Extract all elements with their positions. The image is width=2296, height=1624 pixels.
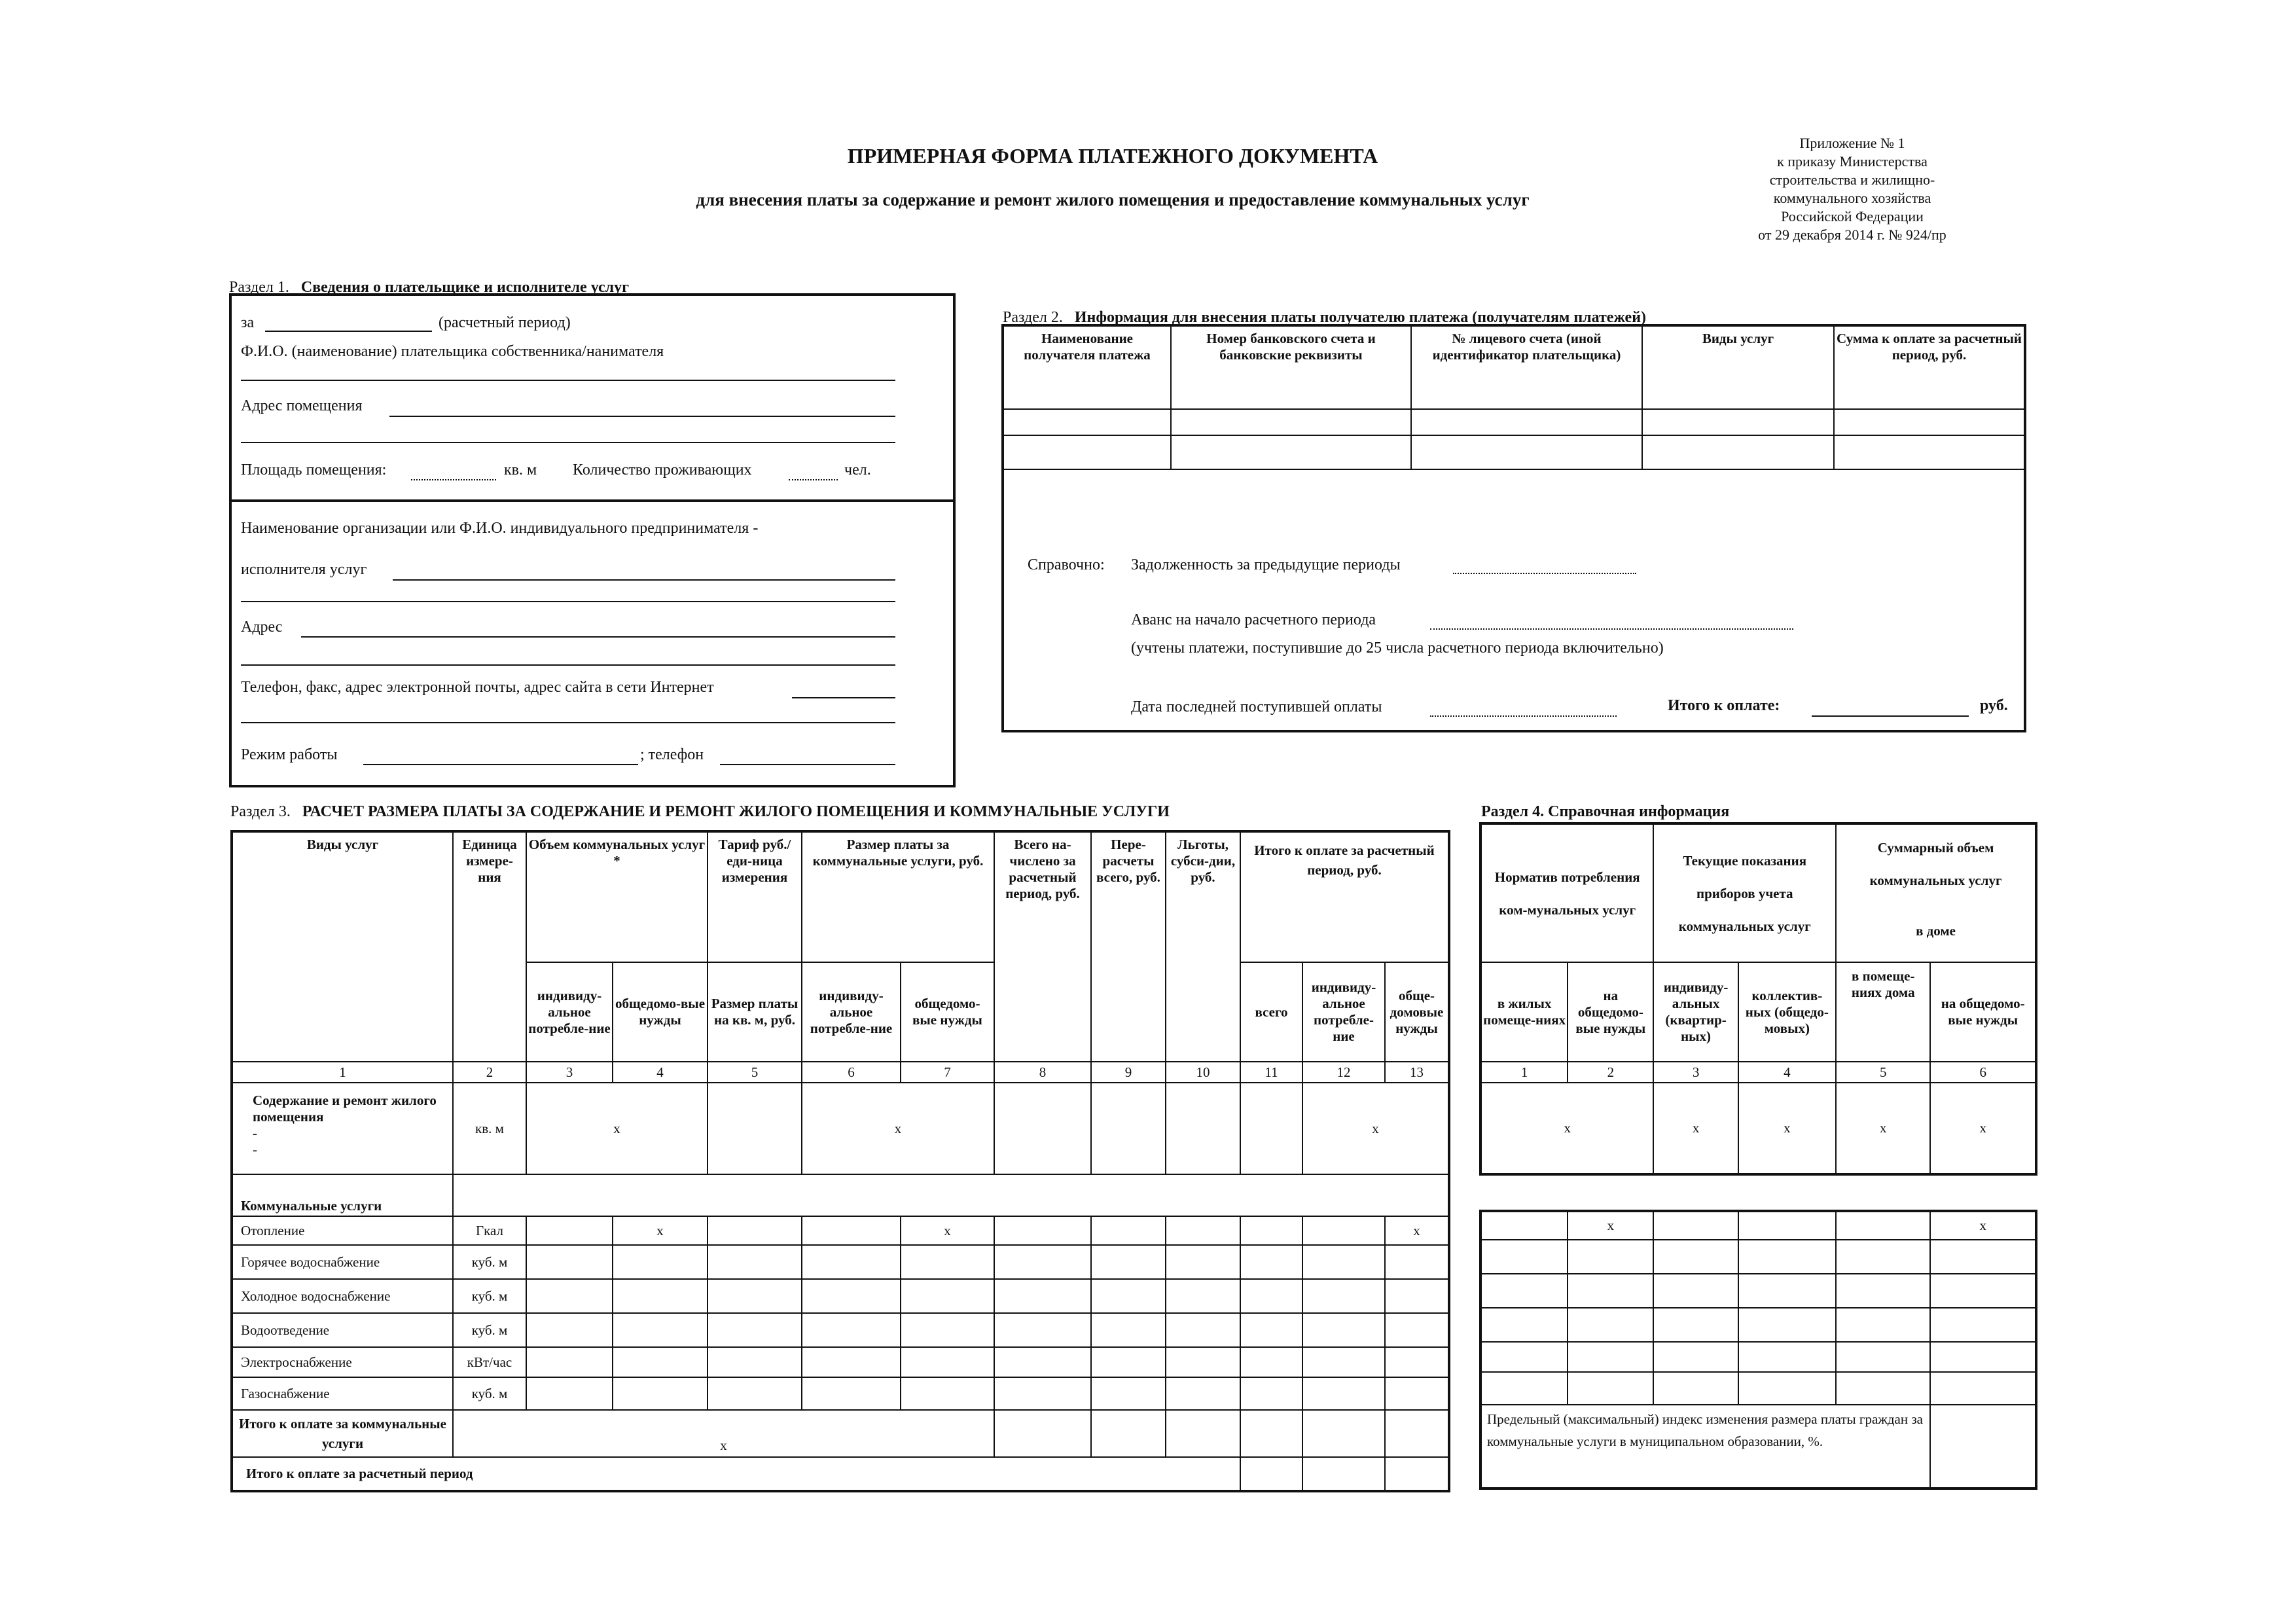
x-mark: x bbox=[1836, 1083, 1930, 1174]
table-cell[interactable] bbox=[1738, 1211, 1836, 1240]
area-field[interactable] bbox=[411, 479, 496, 480]
table-cell[interactable] bbox=[1568, 1274, 1653, 1308]
benefits-col-header: Льготы, субси-дии, руб. bbox=[1166, 831, 1240, 1062]
col-num: 4 bbox=[613, 1062, 708, 1083]
col-num: 7 bbox=[901, 1062, 994, 1083]
all-header: всего bbox=[1240, 962, 1302, 1062]
table-cell[interactable] bbox=[1091, 1216, 1166, 1245]
table-cell[interactable] bbox=[708, 1083, 802, 1174]
maintenance-text: Содержание и ремонт жилого помещения bbox=[253, 1092, 437, 1125]
last-payment-field[interactable] bbox=[1430, 715, 1617, 717]
appendix-line: коммунального хозяйства bbox=[1773, 190, 1931, 206]
service-unit: куб. м bbox=[453, 1377, 526, 1410]
section3-heading bbox=[230, 802, 1170, 821]
x-mark: x bbox=[1738, 1083, 1836, 1174]
col-num: 8 bbox=[994, 1062, 1091, 1083]
table-cell[interactable] bbox=[1568, 1308, 1653, 1342]
size-col-header: Размер платы за коммунальные услуги, руб. bbox=[802, 831, 994, 962]
rooms-header: в помеще-ниях дома bbox=[1836, 962, 1930, 1062]
section4-title: Раздел 4. Справочная информация bbox=[1481, 803, 1730, 820]
table-cell[interactable] bbox=[526, 1245, 613, 1279]
col-num: 12 bbox=[1302, 1062, 1385, 1083]
table-cell[interactable] bbox=[1091, 1083, 1166, 1174]
table-cell[interactable] bbox=[526, 1313, 613, 1347]
section3-title: РАСЧЕТ РАЗМЕРА ПЛАТЫ ЗА СОДЕРЖАНИЕ И РЕМОНТ ЖИЛОГО ПОМЕЩЕНИЯ И КОММУНАЛЬНЫЕ УСЛУГИ bbox=[302, 803, 1170, 820]
hours-label: Режим работы bbox=[241, 746, 338, 763]
table-cell[interactable] bbox=[1568, 1372, 1653, 1405]
coll-header: коллектив-ных (общедо-мовых) bbox=[1738, 962, 1836, 1062]
col-num: 3 bbox=[526, 1062, 613, 1083]
table-cell[interactable] bbox=[1166, 1377, 1240, 1410]
executor-label-1: Наименование организации или Ф.И.О. индивидуального предпринимателя - bbox=[241, 520, 759, 537]
maintenance-row bbox=[232, 1083, 1449, 1174]
table-cell[interactable] bbox=[1091, 1245, 1166, 1279]
table-cell[interactable] bbox=[1653, 1240, 1738, 1274]
recipient-header: Наименование получателя платежа bbox=[1003, 325, 1171, 409]
service-name: Холодное водоснабжение bbox=[232, 1279, 453, 1313]
table-cell[interactable] bbox=[708, 1347, 802, 1377]
maintenance-unit: кв. м bbox=[453, 1083, 526, 1174]
area-label: Площадь помещения: bbox=[241, 461, 387, 478]
odn-header: на общедомо-вые нужды bbox=[1568, 962, 1653, 1062]
table-cell[interactable] bbox=[1836, 1211, 1930, 1240]
gas-row bbox=[232, 1377, 1449, 1410]
accrued-col-header: Всего на-числено за расчетный период, руб. bbox=[994, 831, 1091, 1062]
table-cell[interactable] bbox=[526, 1279, 613, 1313]
table-cell[interactable] bbox=[1385, 1347, 1449, 1377]
table-cell[interactable] bbox=[1836, 1308, 1930, 1342]
table-cell[interactable] bbox=[1385, 1457, 1449, 1491]
table-cell[interactable] bbox=[1653, 1372, 1738, 1405]
dash: - bbox=[253, 1142, 257, 1157]
table-cell[interactable] bbox=[1302, 1313, 1385, 1347]
document-title: ПРИМЕРНАЯ ФОРМА ПЛАТЕЖНОГО ДОКУМЕНТА bbox=[847, 144, 1378, 168]
section1-box bbox=[229, 293, 956, 787]
table-cell[interactable] bbox=[994, 1377, 1091, 1410]
table-cell[interactable] bbox=[1091, 1279, 1166, 1313]
price-index-value[interactable] bbox=[1930, 1405, 2036, 1489]
appendix-note bbox=[1715, 134, 1990, 244]
table-cell[interactable] bbox=[1240, 1313, 1302, 1347]
table-cell[interactable] bbox=[613, 1347, 708, 1377]
table-cell[interactable] bbox=[1834, 409, 2025, 435]
table-cell[interactable] bbox=[1480, 1372, 1568, 1405]
document-subtitle: для внесения платы за содержание и ремонт жилого помещения и предоставление коммунальных услуг bbox=[696, 190, 1530, 209]
x-mark: x bbox=[1385, 1216, 1449, 1245]
address-field-2[interactable] bbox=[241, 442, 895, 443]
appendix-line: к приказу Министерства bbox=[1777, 153, 1928, 170]
table-cell[interactable] bbox=[1642, 409, 1834, 435]
tariff-col-header: Тариф руб./еди-ница измерения bbox=[708, 831, 802, 962]
table-cell[interactable] bbox=[1836, 1274, 1930, 1308]
section1-prefix: Раздел 1. bbox=[229, 279, 289, 296]
table-cell[interactable] bbox=[1385, 1313, 1449, 1347]
services-header: Виды услуг bbox=[1642, 325, 1834, 409]
utilities-total-label: Итого к оплате за коммунальные услуги bbox=[232, 1410, 453, 1457]
table-cell[interactable] bbox=[1480, 1308, 1568, 1342]
table-cell[interactable] bbox=[1480, 1274, 1568, 1308]
x-mark: x bbox=[901, 1216, 994, 1245]
section2-prefix: Раздел 2. bbox=[1003, 309, 1063, 326]
table-cell[interactable] bbox=[994, 1083, 1091, 1174]
section1-title: Сведения о плательщике и исполнителе услуг bbox=[300, 279, 629, 296]
table-cell[interactable] bbox=[901, 1279, 994, 1313]
table-cell[interactable] bbox=[994, 1313, 1091, 1347]
debt-field[interactable] bbox=[1453, 573, 1636, 574]
table-cell[interactable] bbox=[1385, 1279, 1449, 1313]
table-cell[interactable] bbox=[1930, 1274, 2036, 1308]
col-num: 1 bbox=[232, 1062, 453, 1083]
utilities-label: Коммунальные услуги bbox=[232, 1174, 453, 1216]
residents-label: Количество проживающих bbox=[573, 461, 752, 478]
ind-size-header: индивиду-альное потребле-ние bbox=[802, 962, 901, 1062]
table-cell[interactable] bbox=[1302, 1347, 1385, 1377]
col-num: 5 bbox=[1836, 1062, 1930, 1083]
period-field[interactable] bbox=[265, 331, 432, 332]
table-cell[interactable] bbox=[1738, 1240, 1836, 1274]
table-cell[interactable] bbox=[526, 1377, 613, 1410]
section4-table-top bbox=[1479, 822, 2037, 1176]
x-mark: x bbox=[613, 1216, 708, 1245]
address-field[interactable] bbox=[389, 416, 895, 417]
table-cell[interactable] bbox=[901, 1347, 994, 1377]
x-mark: x bbox=[453, 1410, 994, 1457]
topay-col-header bbox=[1240, 831, 1449, 962]
odn-topay-header: обще-домовые нужды bbox=[1385, 962, 1449, 1062]
table-cell[interactable] bbox=[1240, 1347, 1302, 1377]
table-cell[interactable] bbox=[802, 1279, 901, 1313]
total-to-pay-field[interactable] bbox=[1812, 715, 1969, 717]
executor-label-2: исполнителя услуг bbox=[241, 561, 367, 578]
bank-account-header: Номер банковского счета и банковские реквизиты bbox=[1171, 325, 1411, 409]
table-cell[interactable] bbox=[1171, 435, 1411, 469]
x-mark: x bbox=[1302, 1083, 1449, 1174]
advance-field[interactable] bbox=[1430, 628, 1793, 630]
reference-area bbox=[1003, 469, 2025, 731]
table-cell[interactable] bbox=[708, 1313, 802, 1347]
table-cell[interactable] bbox=[1653, 1274, 1738, 1308]
unit-col-header: Единица измере-ния bbox=[453, 831, 526, 1062]
total-to-pay-label: Итого к оплате: bbox=[1668, 697, 1780, 714]
table-cell[interactable] bbox=[994, 1279, 1091, 1313]
table-cell[interactable] bbox=[1302, 1279, 1385, 1313]
odn-size-header: общедомо-вые нужды bbox=[901, 962, 994, 1062]
col-num: 13 bbox=[1385, 1062, 1449, 1083]
col-num: 9 bbox=[1091, 1062, 1166, 1083]
table-cell[interactable] bbox=[1166, 1083, 1240, 1174]
table-cell[interactable] bbox=[1302, 1410, 1385, 1457]
table-cell[interactable] bbox=[1240, 1377, 1302, 1410]
table-cell[interactable] bbox=[1642, 435, 1834, 469]
cold-water-row bbox=[232, 1279, 1449, 1313]
table-cell[interactable] bbox=[802, 1313, 901, 1347]
service-unit: Гкал bbox=[453, 1216, 526, 1245]
size-per-m-header: Размер платы на кв. м, руб. bbox=[708, 962, 802, 1062]
contacts-label: Телефон, факс, адрес электронной почты, адрес сайта в сети Интернет bbox=[241, 679, 714, 696]
table-cell[interactable] bbox=[1836, 1372, 1930, 1405]
col-num: 6 bbox=[802, 1062, 901, 1083]
table-cell[interactable] bbox=[1385, 1245, 1449, 1279]
table-cell[interactable] bbox=[1302, 1216, 1385, 1245]
table-cell[interactable] bbox=[1240, 1216, 1302, 1245]
debt-label: Задолженность за предыдущие периоды bbox=[1131, 556, 1401, 573]
advance-label: Аванс на начало расчетного периода bbox=[1131, 611, 1376, 628]
odn-col-header: общедомо-вые нужды bbox=[613, 962, 708, 1062]
table-cell[interactable] bbox=[1738, 1342, 1836, 1372]
volume-col-header: Объем коммунальных услуг * bbox=[526, 831, 708, 962]
electricity-row bbox=[232, 1347, 1449, 1377]
table-cell[interactable] bbox=[1411, 435, 1642, 469]
payer-name-field[interactable] bbox=[241, 380, 895, 381]
maintenance-label bbox=[232, 1083, 453, 1174]
residents-unit: чел. bbox=[844, 461, 871, 478]
table-cell[interactable] bbox=[1568, 1240, 1653, 1274]
table-cell[interactable] bbox=[708, 1377, 802, 1410]
table-cell[interactable] bbox=[1302, 1245, 1385, 1279]
heating-row bbox=[232, 1216, 1449, 1245]
table-cell[interactable] bbox=[1653, 1342, 1738, 1372]
table-cell[interactable] bbox=[1930, 1342, 2036, 1372]
personal-account-header: № лицевого счета (иной идентификатор плательщика) bbox=[1411, 325, 1642, 409]
period-total-label: Итого к оплате за расчетный период bbox=[232, 1457, 1240, 1491]
executor-address-label: Адрес bbox=[241, 619, 283, 636]
topay-title: Итого к оплате за расчетный период, руб. bbox=[1254, 842, 1435, 878]
service-name: Газоснабжение bbox=[232, 1377, 453, 1410]
table-cell[interactable] bbox=[1166, 1313, 1240, 1347]
table-cell[interactable] bbox=[901, 1377, 994, 1410]
table-cell[interactable] bbox=[994, 1216, 1091, 1245]
living-header: в жилых помеще-ниях bbox=[1480, 962, 1568, 1062]
x-mark: x bbox=[1930, 1211, 2036, 1240]
table-cell[interactable] bbox=[1738, 1308, 1836, 1342]
table-cell[interactable] bbox=[994, 1410, 1091, 1457]
table-cell[interactable] bbox=[1003, 409, 1171, 435]
section1-divider bbox=[229, 499, 956, 502]
service-unit: куб. м bbox=[453, 1279, 526, 1313]
x-mark: x bbox=[526, 1083, 708, 1174]
table-cell[interactable] bbox=[802, 1347, 901, 1377]
table-cell[interactable] bbox=[1166, 1279, 1240, 1313]
contacts-field[interactable] bbox=[792, 697, 895, 698]
table-cell[interactable] bbox=[1240, 1410, 1302, 1457]
ind-col-header: индивиду-альное потребле-ние bbox=[526, 962, 613, 1062]
section2-title: Информация для внесения платы получателю платежа (получателям платежей) bbox=[1074, 309, 1647, 326]
contacts-field-2[interactable] bbox=[241, 722, 895, 723]
area-unit: кв. м bbox=[504, 461, 537, 478]
table-cell[interactable] bbox=[1480, 1240, 1568, 1274]
table-cell[interactable] bbox=[1653, 1211, 1738, 1240]
service-unit: куб. м bbox=[453, 1245, 526, 1279]
last-payment-label: Дата последней поступившей оплаты bbox=[1131, 698, 1382, 715]
col-num: 3 bbox=[1653, 1062, 1738, 1083]
table-cell[interactable] bbox=[708, 1279, 802, 1313]
table-cell[interactable] bbox=[1930, 1240, 2036, 1274]
ind-topay-header: индивиду-альное потребле-ние bbox=[1302, 962, 1385, 1062]
appendix-line: Российской Федерации bbox=[1781, 208, 1924, 225]
table-cell[interactable] bbox=[1240, 1083, 1302, 1174]
hot-water-row bbox=[232, 1245, 1449, 1279]
col-num: 5 bbox=[708, 1062, 802, 1083]
table-cell[interactable] bbox=[802, 1245, 901, 1279]
section3-prefix: Раздел 3. bbox=[230, 803, 291, 820]
period-label: (расчетный период) bbox=[439, 314, 571, 331]
col-num: 10 bbox=[1166, 1062, 1240, 1083]
payer-name-label: Ф.И.О. (наименование) плательщика собственника/нанимателя bbox=[241, 343, 664, 360]
table-cell[interactable] bbox=[994, 1347, 1091, 1377]
table-cell[interactable] bbox=[1003, 435, 1171, 469]
reference-label: Справочно: bbox=[1028, 556, 1105, 573]
phone-label: ; телефон bbox=[640, 746, 704, 763]
sum-volume-header bbox=[1836, 823, 2036, 962]
residents-field[interactable] bbox=[789, 479, 838, 480]
table-cell[interactable] bbox=[613, 1245, 708, 1279]
service-name: Горячее водоснабжение bbox=[232, 1245, 453, 1279]
sum-volume-title: Суммарный объем коммунальных услуг bbox=[1869, 840, 2002, 888]
executor-field-2[interactable] bbox=[241, 601, 895, 602]
table-cell[interactable] bbox=[1480, 1342, 1568, 1372]
table-cell[interactable] bbox=[526, 1216, 613, 1245]
table-cell[interactable] bbox=[613, 1313, 708, 1347]
table-cell[interactable] bbox=[1240, 1245, 1302, 1279]
table-cell[interactable] bbox=[1240, 1457, 1302, 1491]
table-cell[interactable] bbox=[1738, 1372, 1836, 1405]
odn2-header: на общедомо-вые нужды bbox=[1930, 962, 2036, 1062]
address-label: Адрес помещения bbox=[241, 397, 363, 414]
x-mark: x bbox=[1930, 1083, 2036, 1174]
recalc-col-header: Пере-расчеты всего, руб. bbox=[1091, 831, 1166, 1062]
section4-table-bottom bbox=[1479, 1210, 2037, 1490]
table-cell[interactable] bbox=[1091, 1347, 1166, 1377]
table-cell[interactable] bbox=[901, 1245, 994, 1279]
table-cell[interactable] bbox=[1091, 1410, 1166, 1457]
table-cell[interactable] bbox=[1653, 1308, 1738, 1342]
table-cell[interactable] bbox=[1166, 1347, 1240, 1377]
x-mark: x bbox=[1480, 1083, 1653, 1174]
col-num: 2 bbox=[1568, 1062, 1653, 1083]
executor-address-field-2[interactable] bbox=[241, 664, 895, 666]
table-cell[interactable] bbox=[1302, 1377, 1385, 1410]
col-num: 2 bbox=[453, 1062, 526, 1083]
section2-table bbox=[1001, 324, 2026, 732]
appendix-line: от 29 декабря 2014 г. № 924/пр bbox=[1758, 226, 1946, 243]
x-mark: x bbox=[1653, 1083, 1738, 1174]
table-cell[interactable] bbox=[994, 1245, 1091, 1279]
table-cell[interactable] bbox=[613, 1279, 708, 1313]
indiv-header: индивиду-альных (квартир-ных) bbox=[1653, 962, 1738, 1062]
service-name: Электроснабжение bbox=[232, 1347, 453, 1377]
norm-header: Норматив потребления ком-мунальных услуг bbox=[1480, 823, 1653, 962]
table-cell[interactable] bbox=[1834, 435, 2025, 469]
x-mark: x bbox=[802, 1083, 994, 1174]
house-label: в доме bbox=[1916, 923, 1956, 939]
table-cell[interactable] bbox=[1411, 409, 1642, 435]
table-cell[interactable] bbox=[1480, 1211, 1568, 1240]
table-cell[interactable] bbox=[1240, 1279, 1302, 1313]
services-col-header: Виды услуг bbox=[232, 831, 453, 1062]
col-num: 1 bbox=[1480, 1062, 1568, 1083]
table-cell[interactable] bbox=[1738, 1274, 1836, 1308]
utilities-spacer bbox=[453, 1174, 1449, 1216]
appendix-line: строительства и жилищно- bbox=[1769, 171, 1935, 188]
table-cell[interactable] bbox=[1930, 1308, 2036, 1342]
table-cell[interactable] bbox=[1166, 1216, 1240, 1245]
table-cell[interactable] bbox=[1091, 1377, 1166, 1410]
executor-field[interactable] bbox=[393, 579, 895, 581]
za-label: за bbox=[241, 314, 255, 331]
advance-note: (учтены платежи, поступившие до 25 числа расчетного периода включительно) bbox=[1131, 640, 1664, 657]
amount-header: Сумма к оплате за расчетный период, руб. bbox=[1834, 325, 2025, 409]
table-cell[interactable] bbox=[1302, 1457, 1385, 1491]
table-cell[interactable] bbox=[1836, 1240, 1930, 1274]
period-total-row bbox=[232, 1457, 1449, 1491]
col-num: 6 bbox=[1930, 1062, 2036, 1083]
meter-header: Текущие показания приборов учета коммунальных услуг bbox=[1653, 823, 1836, 962]
table-cell[interactable] bbox=[901, 1313, 994, 1347]
rub-label: руб. bbox=[1980, 697, 2008, 714]
col-num: 11 bbox=[1240, 1062, 1302, 1083]
x-mark: x bbox=[1568, 1211, 1653, 1240]
executor-address-field[interactable] bbox=[301, 636, 895, 638]
appendix-line: Приложение № 1 bbox=[1799, 135, 1905, 151]
service-name: Отопление bbox=[232, 1216, 453, 1245]
table-cell[interactable] bbox=[1385, 1410, 1449, 1457]
table-cell[interactable] bbox=[708, 1245, 802, 1279]
table-cell[interactable] bbox=[802, 1216, 901, 1245]
section3-table bbox=[230, 830, 1450, 1492]
table-cell[interactable] bbox=[526, 1347, 613, 1377]
table-cell[interactable] bbox=[1385, 1377, 1449, 1410]
utilities-total-row bbox=[232, 1410, 1449, 1457]
table-cell[interactable] bbox=[1091, 1313, 1166, 1347]
hours-field[interactable] bbox=[363, 764, 638, 765]
service-name: Водоотведение bbox=[232, 1313, 453, 1347]
service-unit: кВт/час bbox=[453, 1347, 526, 1377]
table-cell[interactable] bbox=[1568, 1342, 1653, 1372]
sewage-row bbox=[232, 1313, 1449, 1347]
phone-field[interactable] bbox=[720, 764, 895, 765]
service-unit: куб. м bbox=[453, 1313, 526, 1347]
table-cell[interactable] bbox=[708, 1216, 802, 1245]
table-cell[interactable] bbox=[1171, 409, 1411, 435]
table-cell[interactable] bbox=[1166, 1245, 1240, 1279]
table-cell[interactable] bbox=[1166, 1410, 1240, 1457]
price-index-label: Предельный (максимальный) индекс изменения размера платы граждан за коммунальные услуги в муниципальном образовании, %. bbox=[1480, 1405, 1930, 1489]
table-cell[interactable] bbox=[613, 1377, 708, 1410]
table-cell[interactable] bbox=[802, 1377, 901, 1410]
dash: - bbox=[253, 1125, 257, 1141]
table-cell[interactable] bbox=[1930, 1372, 2036, 1405]
table-cell[interactable] bbox=[1836, 1342, 1930, 1372]
col-num: 4 bbox=[1738, 1062, 1836, 1083]
